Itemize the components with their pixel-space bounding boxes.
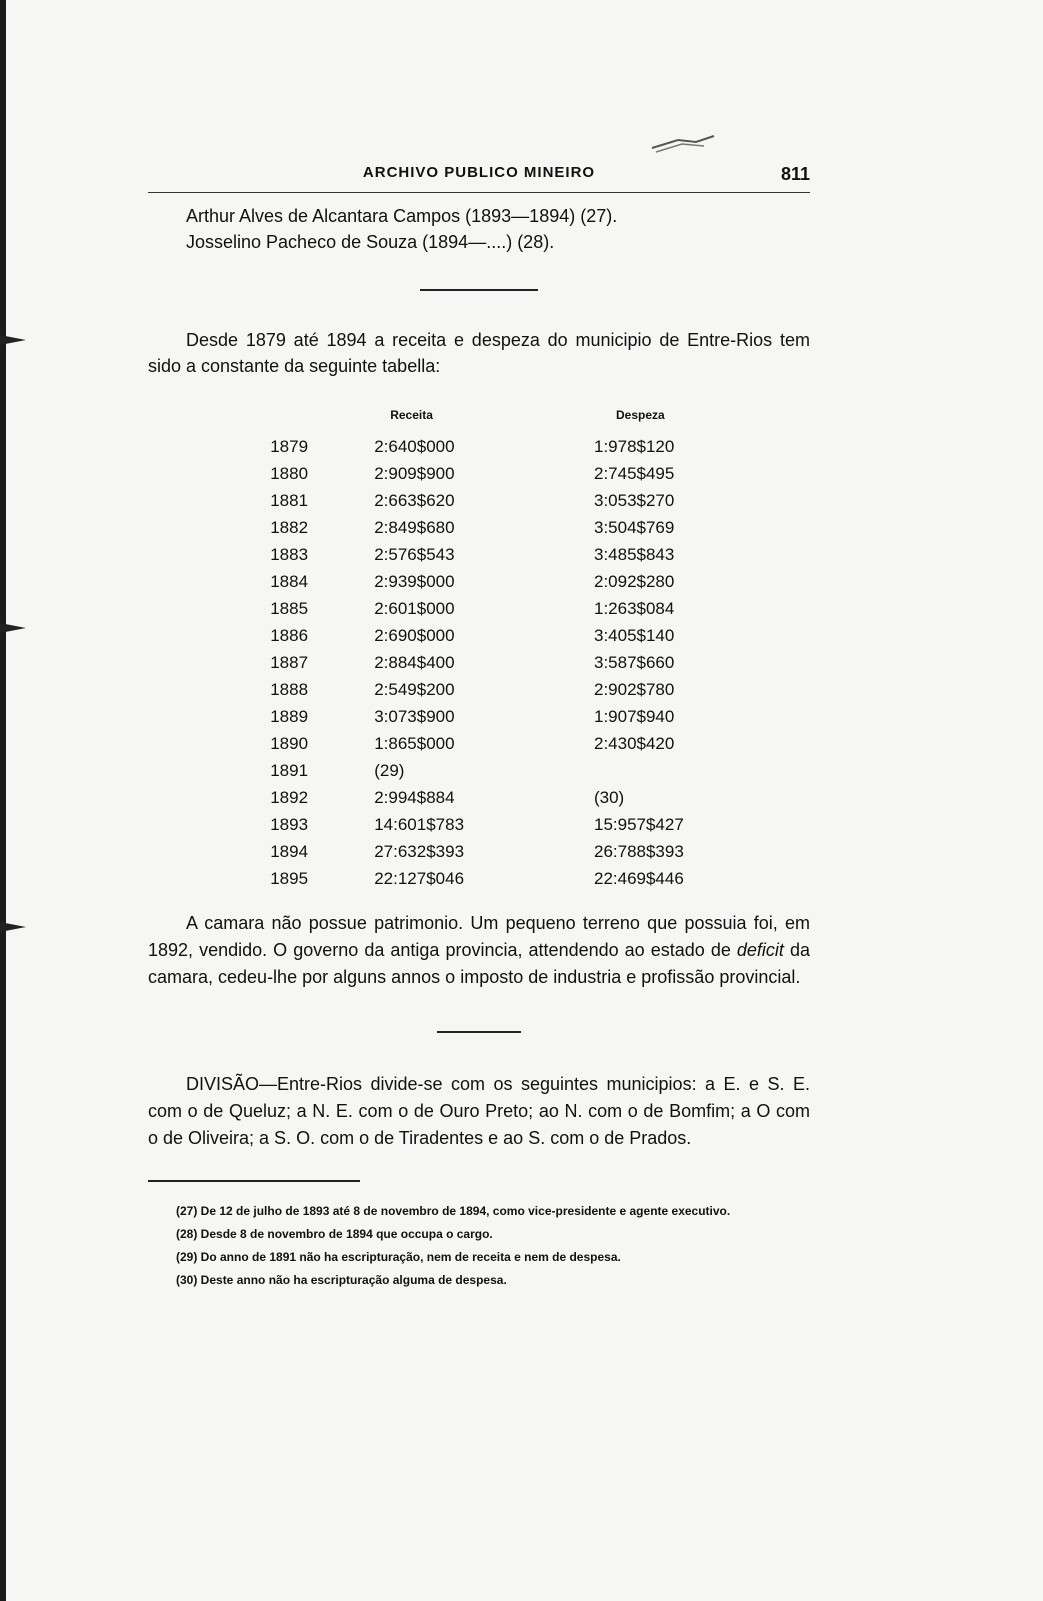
table-row <box>148 541 810 568</box>
despeza-cell: (30) <box>593 787 625 807</box>
document-page <box>148 150 810 1292</box>
despeza-cell <box>594 757 810 784</box>
despeza-cell: 1:263$084 <box>593 598 675 618</box>
year-value: 1891 <box>270 760 309 780</box>
table-row <box>148 811 810 838</box>
year-cell <box>148 487 366 514</box>
margin-arrow-mark <box>0 335 26 345</box>
despeza-cell: 3:485$843 <box>593 544 675 564</box>
year-value: 1892 <box>270 787 309 807</box>
receita-cell: 2:939$000 <box>374 571 455 591</box>
year-cell <box>148 568 366 595</box>
receita-cell: 1:865$000 <box>374 733 455 753</box>
year-cell <box>148 514 366 541</box>
patrimonio-text-end: da camara, cedeu-lhe por alguns annos o imposto de industria e profissão provincial. <box>148 940 811 987</box>
year-cell <box>148 433 366 460</box>
table-row <box>148 622 810 649</box>
table-row <box>148 730 810 757</box>
year-value: 1880 <box>270 463 309 483</box>
receita-cell: 2:549$200 <box>374 679 455 699</box>
year-cell <box>148 811 366 838</box>
year-value: 1887 <box>270 652 309 672</box>
footnote-separator <box>148 1180 360 1182</box>
table-header-row <box>148 397 810 433</box>
despeza-cell: 2:902$780 <box>593 679 675 699</box>
table-body <box>148 433 810 892</box>
despeza-cell: 26:788$393 <box>593 841 684 861</box>
table-row <box>148 487 810 514</box>
divisao-paragraph: DIVISÃO—Entre-Rios divide-se com os seguintes municipios: a E. e S. E. com o de Queluz; a N. E. com o de Ouro Preto; ao N. com o de Bomfim; a O com o de Oliveira; a S. O. com o de Tiradentes e ao S. com o de Prados. <box>148 1074 810 1148</box>
year-cell <box>148 676 366 703</box>
table-row <box>148 595 810 622</box>
year-cell <box>148 595 366 622</box>
intro-paragraph: Desde 1879 até 1894 a receita e despeza do municipio de Entre-Rios tem sido a constante da seguinte tabella: <box>148 330 810 376</box>
receita-cell: 2:601$000 <box>374 598 455 618</box>
footnote: (30) Deste anno não ha escripturação alguma de despesa. <box>176 1273 507 1287</box>
table-row <box>148 460 810 487</box>
despeza-cell: 2:745$495 <box>593 463 675 483</box>
year-cell <box>148 730 366 757</box>
despeza-cell: 1:978$120 <box>593 436 675 456</box>
receita-cell: 2:663$620 <box>374 490 455 510</box>
year-cell <box>148 757 366 784</box>
receita-header: Receita <box>390 408 433 422</box>
year-value: 1894 <box>270 841 309 861</box>
footnote: (29) Do anno de 1891 não ha escripturação, nem de receita e nem de despesa. <box>176 1250 621 1264</box>
year-value: 1881 <box>270 490 309 510</box>
running-title: ARCHIVO PUBLICO MINEIRO <box>362 164 596 181</box>
despeza-cell: 3:504$769 <box>593 517 675 537</box>
despeza-cell: 1:907$940 <box>593 706 675 726</box>
receita-cell: 27:632$393 <box>374 841 465 861</box>
receita-cell: 2:909$900 <box>374 463 455 483</box>
despeza-cell: 2:092$280 <box>593 571 675 591</box>
year-cell <box>148 784 366 811</box>
despeza-cell: 3:587$660 <box>593 652 675 672</box>
footnotes <box>148 1200 810 1292</box>
year-value: 1890 <box>270 733 309 753</box>
year-value: 1889 <box>270 706 309 726</box>
year-value: 1883 <box>270 544 309 564</box>
despeza-cell: 15:957$427 <box>593 814 684 834</box>
despeza-cell: 22:469$446 <box>593 868 684 888</box>
receita-cell: 22:127$046 <box>374 868 465 888</box>
year-value: 1882 <box>270 517 309 537</box>
table-row <box>148 757 810 784</box>
table-row <box>148 703 810 730</box>
margin-arrow-mark <box>0 922 26 932</box>
deficit-emphasis: deficit <box>736 940 784 960</box>
year-cell <box>148 460 366 487</box>
year-cell <box>148 541 366 568</box>
despeza-cell: 3:053$270 <box>593 490 675 510</box>
table-row <box>148 838 810 865</box>
footnote: (28) Desde 8 de novembro de 1894 que occupa o cargo. <box>176 1227 493 1241</box>
despeza-cell: 2:430$420 <box>593 733 675 753</box>
table-row <box>148 433 810 460</box>
receita-cell: 2:576$543 <box>374 544 455 564</box>
margin-arrow-mark <box>0 623 26 633</box>
receita-cell: 2:640$000 <box>374 436 455 456</box>
page-number: 811 <box>780 164 810 184</box>
footnote: (27) De 12 de julho de 1893 até 8 de novembro de 1894, como vice-presidente e agente executivo. <box>176 1204 731 1218</box>
receita-cell: 2:849$680 <box>374 517 455 537</box>
section-divider <box>420 289 538 291</box>
year-cell <box>148 622 366 649</box>
year-value: 1885 <box>270 598 309 618</box>
page-left-edge <box>0 0 6 1601</box>
receita-cell: 3:073$900 <box>374 706 455 726</box>
table-row <box>148 676 810 703</box>
despeza-cell: 3:405$140 <box>593 625 675 645</box>
receita-cell: 2:884$400 <box>374 652 455 672</box>
receita-cell: 14:601$783 <box>374 814 465 834</box>
officials-list <box>148 203 810 255</box>
table-row <box>148 568 810 595</box>
finance-table <box>148 397 810 892</box>
year-value: 1879 <box>270 436 309 456</box>
year-value: 1893 <box>270 814 309 834</box>
despeza-header: Despeza <box>615 408 665 422</box>
finance-table-wrap <box>148 397 810 892</box>
year-value: 1886 <box>270 625 309 645</box>
patrimonio-paragraph <box>148 910 810 991</box>
receita-cell: 2:994$884 <box>374 787 455 807</box>
section-divider <box>437 1031 521 1033</box>
year-cell <box>148 649 366 676</box>
receita-cell: 2:690$000 <box>374 625 455 645</box>
official-entry: Arthur Alves de Alcantara Campos (1893—1894) (27). <box>186 206 618 226</box>
year-cell <box>148 703 366 730</box>
year-value: 1884 <box>270 571 309 591</box>
year-value: 1888 <box>270 679 309 699</box>
patrimonio-text: A camara não possue patrimonio. Um pequeno terreno que possuia foi, em 1892, vendido. O governo da antiga provincia, attendendo ao estado de <box>148 913 810 960</box>
table-row <box>148 784 810 811</box>
receita-cell: (29) <box>374 760 405 780</box>
official-entry: Josselino Pacheco de Souza (1894—....) (28). <box>186 232 555 252</box>
table-row <box>148 865 810 892</box>
running-header <box>148 150 810 193</box>
year-cell <box>148 838 366 865</box>
year-cell <box>148 865 366 892</box>
table-row <box>148 514 810 541</box>
table-row <box>148 649 810 676</box>
year-value: 1895 <box>270 868 309 888</box>
year-header <box>148 397 366 433</box>
